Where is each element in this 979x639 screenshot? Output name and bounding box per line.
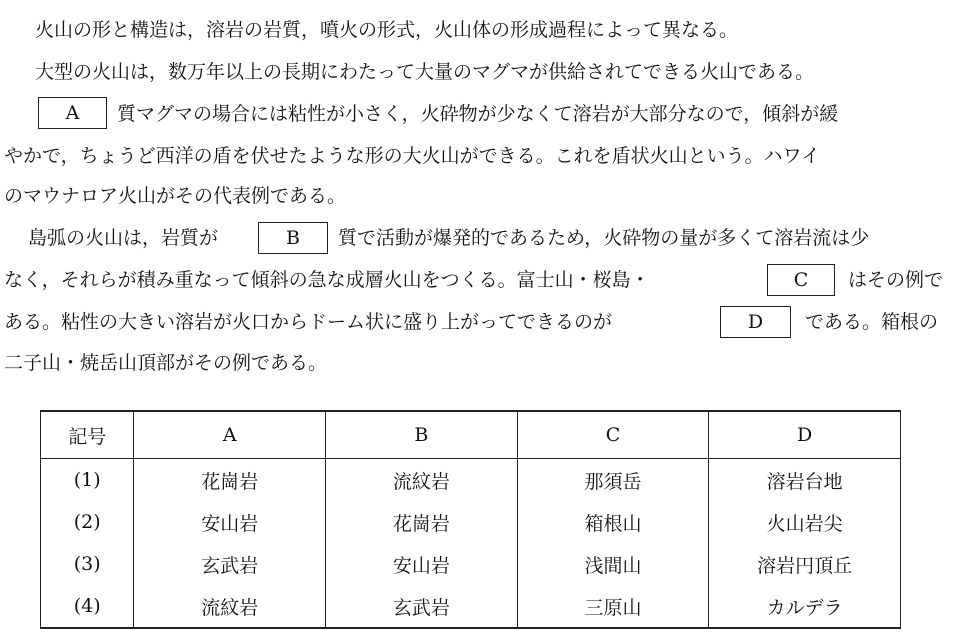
- blank-box-b: B: [258, 222, 328, 254]
- cell-c: 浅間山: [517, 543, 709, 585]
- cell-a: 玄武岩: [134, 543, 326, 585]
- paragraph-3-line-3: のマウナロア火山がその代表例である。: [4, 185, 347, 207]
- header-d: D: [709, 411, 901, 459]
- paragraph-3-line-2: やかで，ちょうど西洋の盾を伏せたような形の大火山ができる。これを盾状火山という。ハワイ: [4, 145, 821, 167]
- cell-d: 溶岩円頂丘: [709, 543, 901, 585]
- cell-c: 三原山: [517, 585, 709, 628]
- blank-box-d: D: [720, 306, 791, 338]
- cell-b: 玄武岩: [326, 585, 518, 628]
- table-header-row: [41, 411, 901, 459]
- paragraph-4-line-4: 二子山・焼岳山頂部がその例である。: [4, 352, 328, 374]
- cell-b: 花崗岩: [326, 501, 518, 543]
- row-number: (1): [41, 459, 134, 502]
- table-row: [41, 543, 901, 585]
- table-row: [41, 501, 901, 543]
- paragraph-4-line-1-post: 質で活動が爆発的であるため，火砕物の量が多くて溶岩流は少: [338, 227, 870, 249]
- paragraph-4-line-3-post: である。箱根の: [805, 311, 939, 333]
- cell-c: 那須岳: [517, 459, 709, 502]
- table-row: [41, 459, 901, 502]
- table-row: [41, 585, 901, 628]
- header-c: C: [517, 411, 709, 459]
- header-a: A: [134, 411, 326, 459]
- cell-b: 安山岩: [326, 543, 518, 585]
- cell-d: 溶岩台地: [709, 459, 901, 502]
- paragraph-3-line-1: 質マグマの場合には粘性が小さく，火砕物が少なくて溶岩が大部分なので，傾斜が緩: [117, 103, 839, 125]
- paragraph-4-line-1-pre: 島弧の火山は，岩質が: [28, 227, 219, 249]
- cell-a: 安山岩: [134, 501, 326, 543]
- header-b: B: [326, 411, 518, 459]
- cell-d: 火山岩尖: [709, 501, 901, 543]
- paragraph-2-text: 大型の火山は，数万年以上の長期にわたって大量のマグマが供給されてできる火山である。: [35, 61, 815, 83]
- blank-box-a: A: [38, 97, 107, 129]
- paragraph-4-line-2-post: はその例で: [848, 269, 944, 291]
- blank-box-c: C: [767, 264, 835, 296]
- paragraph-4-line-2-pre: なく，それらが積み重なって傾斜の急な成層火山をつくる。富士山・桜島・: [4, 269, 650, 291]
- cell-a: 流紋岩: [134, 585, 326, 628]
- cell-a: 花崗岩: [134, 459, 326, 502]
- cell-c: 箱根山: [517, 501, 709, 543]
- paragraph-4-line-3-pre: ある。粘性の大きい溶岩が火口からドーム状に盛り上がってできるのが: [4, 311, 613, 333]
- paragraph-1-text: 火山の形と構造は，溶岩の岩質，噴火の形式，火山体の形成過程によって異なる。: [35, 19, 739, 41]
- row-number: (3): [41, 543, 134, 585]
- answer-choices-table: [40, 410, 901, 629]
- row-number: (4): [41, 585, 134, 628]
- cell-d: カルデラ: [709, 585, 901, 628]
- header-symbol: 記号: [41, 411, 134, 459]
- row-number: (2): [41, 501, 134, 543]
- cell-b: 流紋岩: [326, 459, 518, 502]
